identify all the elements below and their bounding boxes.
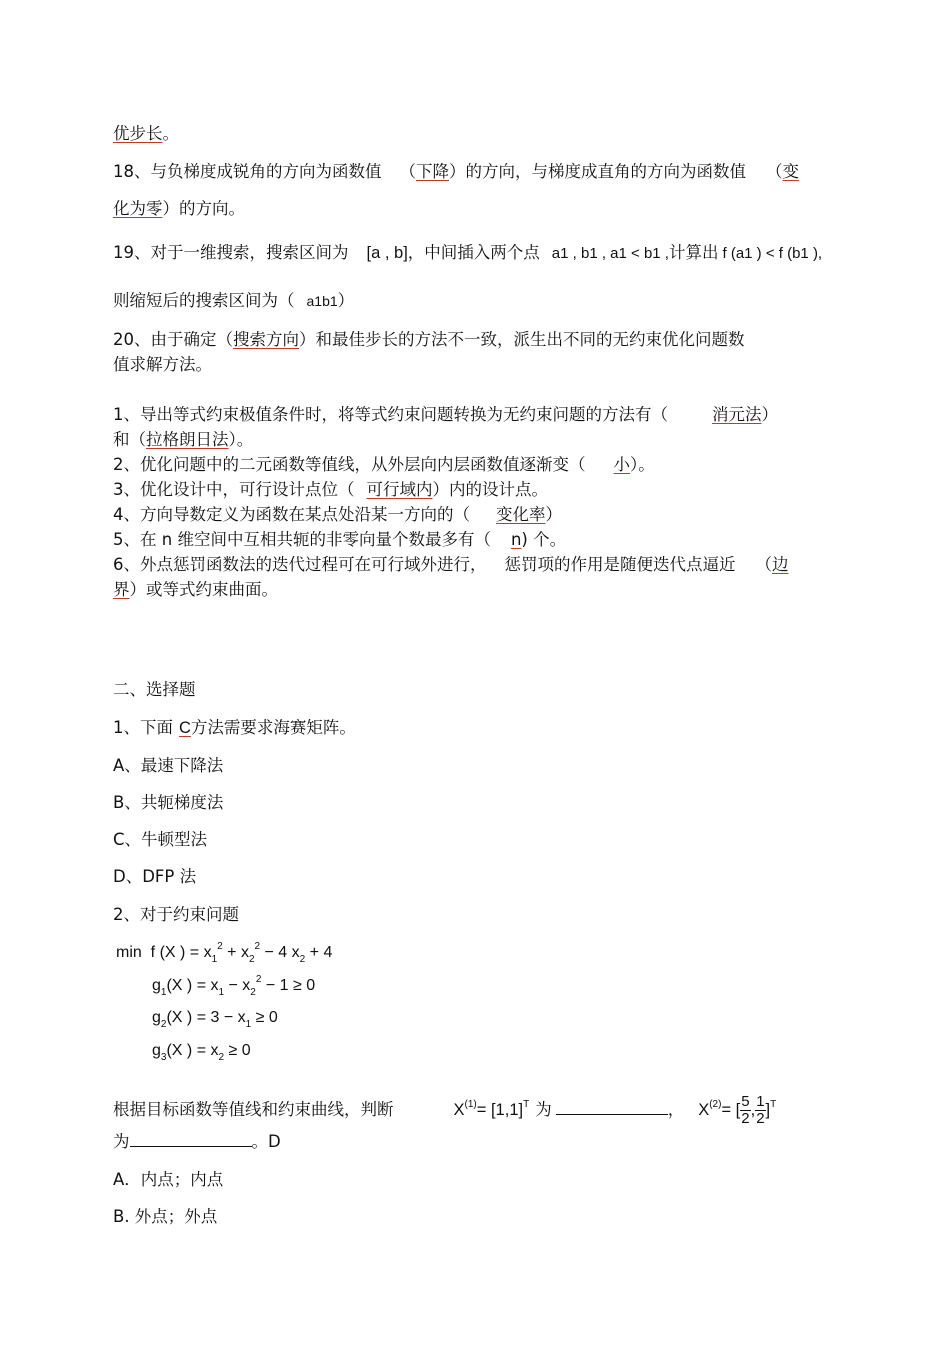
- answer-text: 搜索方向: [233, 330, 299, 349]
- answer-text: 优步长: [113, 124, 163, 143]
- fraction: $\frac{1}{2}$: [756, 1093, 765, 1127]
- option-d: D、DFP 法: [113, 867, 197, 886]
- item-1-line1: 1、导出等式约束极值条件时，将等式约束问题转换为无约束问题的方法有（ 消元法）: [113, 405, 778, 424]
- option-b: B. 外点；外点: [113, 1207, 218, 1226]
- choice-question-2: 2、对于约束问题: [113, 905, 239, 924]
- fraction: $\frac{5}{2}$: [741, 1093, 750, 1127]
- item-6-line1: 6、外点惩罚函数法的迭代过程可在可行域外进行， 惩罚项的作用是随便迭代点逼近 （边: [113, 555, 789, 574]
- question-18-line1: 18、与负梯度成锐角的方向为函数值 （下降）的方向，与梯度成直角的方向为函数值 （变: [113, 162, 799, 181]
- question-20-line1: 20、由于确定（搜索方向）和最佳步长的方法不一致，派生出不同的无约束优化问题数: [113, 330, 745, 349]
- answer-text: 边: [772, 555, 789, 574]
- answer-text: 变化率: [496, 505, 546, 524]
- condition-math: f (a1 ) < f (b1 ),: [722, 245, 823, 262]
- option-a: A、最速下降法: [113, 756, 224, 775]
- item-1-line2: 和（拉格朗日法）。: [113, 430, 254, 449]
- item-6-line2: 界）或等式约束曲面。: [113, 580, 278, 599]
- question-20-line2: 值求解方法。: [113, 355, 212, 374]
- answer-math: a1b1: [306, 293, 338, 309]
- answer-text: 拉格朗日法: [146, 430, 229, 449]
- answer-text: 下降: [416, 162, 449, 181]
- answer-text: 消元法: [712, 405, 762, 424]
- interval-math: a , b: [371, 244, 404, 262]
- line-top: 优步长。: [113, 124, 179, 143]
- question-19-line2: 则缩短后的搜索区间为（ a1b1）: [113, 291, 355, 310]
- judge-line: 根据目标函数等值线和约束曲线，判断 $X^{(1)}= [1,1]^T$ 为 ， $X^{(2)}=$ [ $\frac{5}{2}$ , $\frac{1}{2}$ ]$^T$: [113, 1093, 777, 1127]
- answer-blank: [130, 1146, 252, 1147]
- item-5: 5、在 n 维空间中互相共轭的非零向量个数最多有（ n) 个。: [113, 530, 567, 549]
- answer-text: C: [179, 719, 191, 737]
- item-3: 3、优化设计中，可行设计点位（ 可行域内）内的设计点。: [113, 480, 548, 499]
- constraint-g2: $g_2(X$ ) = $3 - x_1 \ge 0$: [152, 1009, 278, 1030]
- answer-text: 变: [782, 162, 799, 181]
- choice-question-1: 1、下面 C方法需要求海赛矩阵。: [113, 718, 356, 737]
- constraint-g1: $g_1(X$ ) = $x_1 - x_2^2 - 1 \ge 0$: [152, 974, 316, 998]
- answer-text: n: [510, 530, 522, 549]
- section-heading: 二、选择题: [113, 680, 196, 699]
- option-c: C、牛顿型法: [113, 830, 208, 849]
- answer-blank: [556, 1114, 668, 1115]
- answer-text: 小: [613, 455, 630, 474]
- question-18-line2: 化为零）的方向。: [113, 199, 245, 218]
- judge-line-2: 为 。D: [113, 1132, 281, 1151]
- option-a: A．内点；内点: [113, 1170, 224, 1189]
- option-b: B、共轭梯度法: [113, 793, 224, 812]
- answer-text: 界: [113, 580, 130, 599]
- points-math: a1 , b1 , a1 < b1 ,: [551, 245, 669, 262]
- answer-text: 化为零: [113, 199, 163, 218]
- question-19-line1: 19、对于一维搜索，搜索区间为 [a , b]，中间插入两个点 a1 , b1 , a1 < b1 ,计算出 f (a1 ) < f (b1 ),: [113, 243, 823, 262]
- item-2: 2、优化问题中的二元函数等值线，从外层向内层函数值逐渐变（ 小）。: [113, 455, 655, 474]
- item-4: 4、方向导数定义为函数在某点处沿某一方向的（ 变化率）: [113, 505, 562, 524]
- constraint-g3: $g_3(X$ ) = $x_2 \ge 0$: [152, 1042, 251, 1063]
- objective-function: min f (X ) = $x_1^2 + x_2^2 - 4$ $x_2 + 4$: [116, 941, 333, 965]
- answer-text: 可行域内: [366, 480, 433, 499]
